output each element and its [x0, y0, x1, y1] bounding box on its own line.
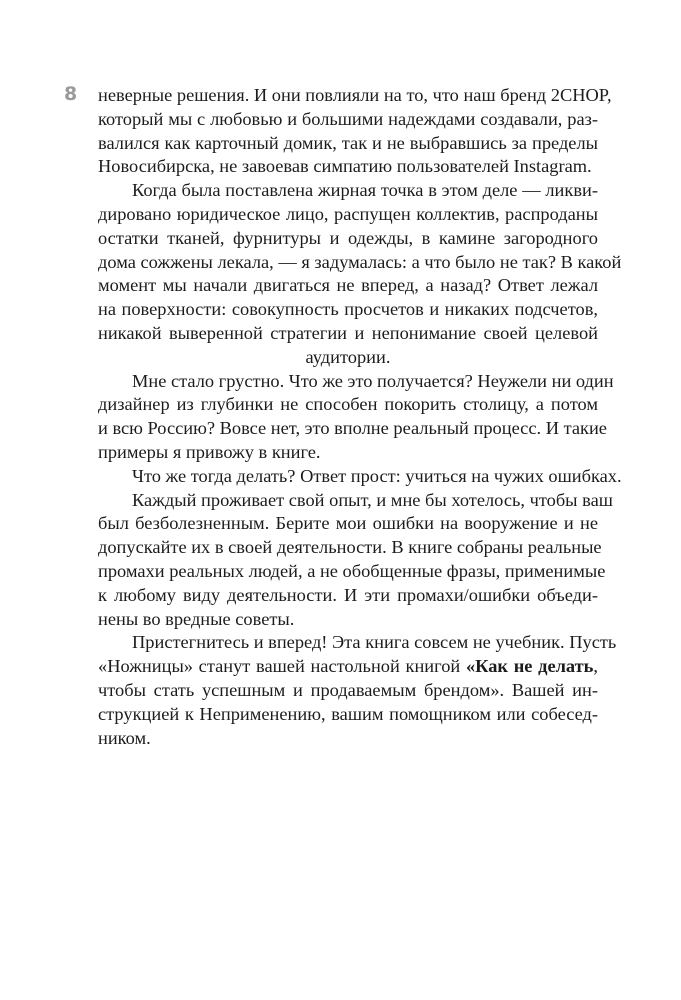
text-line: к любому виду деятельности. И эти промахи/ошибки объеди-: [98, 584, 598, 605]
text-line: Пристегнитесь и вперед! Эта книга совсем не учебник. Пусть: [132, 632, 617, 653]
text-line: на поверхности: совокупность просчетов и никаких подсчетов,: [98, 299, 598, 320]
text-line-segment: «Ножницы» станут вашей настольной книгой: [98, 656, 466, 677]
text-line: нены во вредные советы.: [98, 608, 295, 629]
page-number: 8: [64, 83, 78, 105]
text-line: валился как карточный домик, так и не выбравшись за пределы: [98, 132, 598, 153]
text-line: [98, 655, 598, 679]
text-line: дома сожжены лекала, — я задумалась: а что было не так? В какой: [98, 251, 622, 272]
text-line: остатки тканей, фурнитуры и одежды, в камине загородного: [98, 227, 598, 248]
text-line: момент мы начали двигаться не вперед, а назад? Ответ лежал: [98, 275, 598, 296]
text-line: дизайнер из глубинки не способен покорить столицу, а потом: [98, 394, 598, 415]
text-line: Мне стало грустно. Что же это получается? Неужели ни один: [132, 370, 614, 391]
text-line: никакой выверенной стратегии и непонимание своей целевой: [98, 322, 598, 343]
text-line: который мы с любовью и большими надеждами создавали, раз-: [98, 108, 598, 129]
body-text: [98, 84, 622, 750]
text-line: дировано юридическое лицо, распущен коллектив, распроданы: [98, 203, 598, 224]
text-line: чтобы стать успешным и продаваемым брендом». Вашей ин-: [98, 679, 598, 700]
text-line: промахи реальных людей, а не обобщенные фразы, применимые: [98, 560, 606, 581]
text-line: неверные решения. И они повлияли на то, что наш бренд 2CHOP,: [98, 85, 612, 105]
text-line: допускайте их в своей деятельности. В книге собраны реальные: [98, 537, 602, 558]
text-line-segment: ,: [593, 656, 599, 677]
text-line: Каждый проживает свой опыт, и мне бы хотелось, чтобы ваш: [132, 489, 613, 510]
text-line: Что же тогда делать? Ответ прост: учиться на чужих ошибках.: [132, 465, 622, 486]
text-line: Когда была поставлена жирная точка в этом деле — ликви-: [132, 180, 598, 201]
text-line: струкцией к Неприменению, вашим помощником или собесед-: [98, 703, 598, 724]
text-line: был безболезненным. Берите мои ошибки на вооружение и не: [98, 513, 598, 534]
text-line: ником.: [98, 727, 151, 748]
bold-phrase: «Как не делать: [465, 656, 594, 677]
text-line: Новосибирска, не завоевав симпатию пользователей Instagram.: [98, 156, 592, 177]
text-line: аудитории.: [305, 346, 391, 367]
text-line: и всю Россию? Вовсе нет, это вполне реальный процесс. И такие: [98, 418, 607, 439]
text-line: примеры я привожу в книге.: [98, 441, 321, 462]
